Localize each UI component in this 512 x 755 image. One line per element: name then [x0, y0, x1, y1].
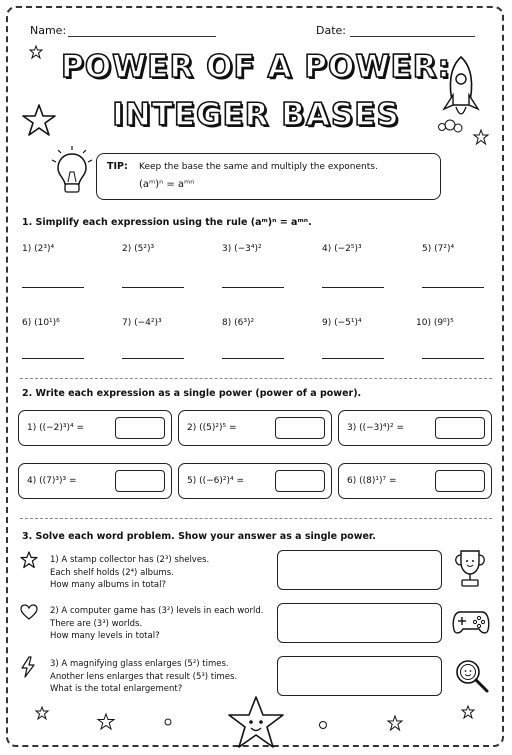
problem-3-answer-box[interactable] — [277, 656, 442, 696]
s1-item-1: 1) (2³)⁴ — [22, 244, 55, 254]
smiling-star-icon — [226, 695, 286, 751]
problem-3 — [50, 658, 237, 696]
lightbulb-icon — [52, 146, 92, 198]
sparkle-icon — [318, 720, 328, 730]
section3-title: 3. Solve each word problem. Show your answer as a single power. — [22, 531, 376, 542]
section-divider — [20, 518, 492, 519]
s2-item-2: 2) ((5)²)⁵ = — [187, 423, 237, 433]
tip-text: Keep the base the same and multiply the exponents. — [139, 162, 378, 172]
s1-answer-line-8[interactable] — [222, 358, 284, 359]
s1-answer-line-5[interactable] — [422, 287, 484, 288]
s2-item-box-4 — [18, 463, 172, 499]
s2-answer-box-2[interactable] — [275, 417, 325, 439]
rocket-icon — [436, 55, 486, 135]
problem-1-line-2: Each shelf holds (2⁴) albums. — [50, 567, 174, 578]
s2-answer-box-1[interactable] — [115, 417, 165, 439]
s1-item-8: 8) (6³)² — [222, 318, 255, 328]
problem-1 — [50, 554, 209, 592]
small-star-icon — [388, 716, 402, 730]
problem-2-answer-box[interactable] — [277, 603, 442, 643]
lightning-icon — [20, 656, 36, 678]
s2-item-5: 5) ((−6)²)⁴ = — [187, 476, 245, 486]
tip-box — [96, 153, 441, 200]
small-star-icon — [30, 46, 42, 58]
magnifier-icon — [452, 656, 492, 696]
s2-item-4: 4) ((7)³)³ = — [27, 476, 77, 486]
s2-answer-box-4[interactable] — [115, 470, 165, 492]
section1-title: 1. Simplify each expression using the rule (aᵐ)ⁿ = aᵐⁿ. — [22, 217, 312, 228]
s2-item-1: 1) ((−2)³)⁴ = — [27, 423, 85, 433]
s1-item-9: 9) (−5¹)⁴ — [322, 318, 362, 328]
s1-answer-line-6[interactable] — [22, 358, 84, 359]
problem-1-line-1: 1) A stamp collector has (2³) shelves. — [50, 555, 210, 565]
s1-answer-line-3[interactable] — [222, 287, 284, 288]
problem-3-line-2: Another lens enlarges that result (5³) times. — [50, 671, 238, 682]
section2-title: 2. Write each expression as a single power (power of a power). — [22, 388, 362, 399]
s2-item-box-6 — [338, 463, 492, 499]
s1-answer-line-9[interactable] — [322, 358, 384, 359]
s2-answer-box-6[interactable] — [435, 470, 485, 492]
date-field[interactable] — [350, 36, 475, 37]
s1-answer-line-2[interactable] — [122, 287, 184, 288]
star-icon — [20, 551, 38, 569]
s1-answer-line-7[interactable] — [122, 358, 184, 359]
gamepad-icon — [452, 608, 490, 636]
name-label: Name: — [30, 24, 67, 37]
sparkle-icon — [164, 718, 172, 726]
small-star-icon — [462, 706, 474, 718]
page-title-line2: INTEGER BASES — [112, 97, 400, 133]
star-icon — [22, 104, 56, 136]
problem-2-line-1: 2) A computer game has (3²) levels in each world. — [50, 606, 264, 616]
problem-1-line-3: How many albums in total? — [50, 580, 167, 590]
s2-item-box-2 — [178, 410, 332, 446]
s1-item-6: 6) (10¹)⁶ — [22, 318, 60, 328]
problem-2-line-3: How many levels in total? — [50, 631, 160, 641]
s1-item-7: 7) (−4²)³ — [122, 318, 162, 328]
s1-answer-line-4[interactable] — [322, 287, 384, 288]
s2-item-box-5 — [178, 463, 332, 499]
s1-answer-line-10[interactable] — [422, 358, 484, 359]
problem-3-line-3: What is the total enlargement? — [50, 684, 183, 694]
small-star-icon — [36, 707, 48, 719]
section-divider — [20, 378, 492, 379]
problem-2 — [50, 605, 263, 643]
page-title-line1: POWER OF A POWER: — [61, 49, 451, 85]
problem-3-line-1: 3) A magnifying glass enlarges (5²) times. — [50, 659, 229, 669]
s1-item-3: 3) (−3⁴)² — [222, 244, 262, 254]
name-field[interactable] — [68, 36, 216, 37]
trophy-icon — [452, 548, 488, 590]
s2-item-3: 3) ((−3)⁴)² = — [347, 423, 405, 433]
s2-item-box-3 — [338, 410, 492, 446]
s2-item-box-1 — [18, 410, 172, 446]
s2-answer-box-3[interactable] — [435, 417, 485, 439]
tip-label: TIP: — [107, 161, 128, 172]
s1-item-10: 10) (9⁰)⁵ — [416, 318, 454, 328]
s1-item-2: 2) (5²)³ — [122, 244, 155, 254]
s1-item-5: 5) (7²)⁴ — [422, 244, 455, 254]
s2-answer-box-5[interactable] — [275, 470, 325, 492]
heart-icon — [20, 604, 38, 620]
small-star-icon — [98, 714, 114, 730]
s1-answer-line-1[interactable] — [22, 287, 84, 288]
date-label: Date: — [316, 24, 346, 37]
problem-2-line-2: There are (3³) worlds. — [50, 618, 143, 629]
s2-item-6: 6) ((8)¹)⁷ = — [347, 476, 397, 486]
s1-item-4: 4) (−2⁵)³ — [322, 244, 362, 254]
tip-formula: (aᵐ)ⁿ = aᵐⁿ — [139, 179, 195, 190]
problem-1-answer-box[interactable] — [277, 550, 442, 590]
